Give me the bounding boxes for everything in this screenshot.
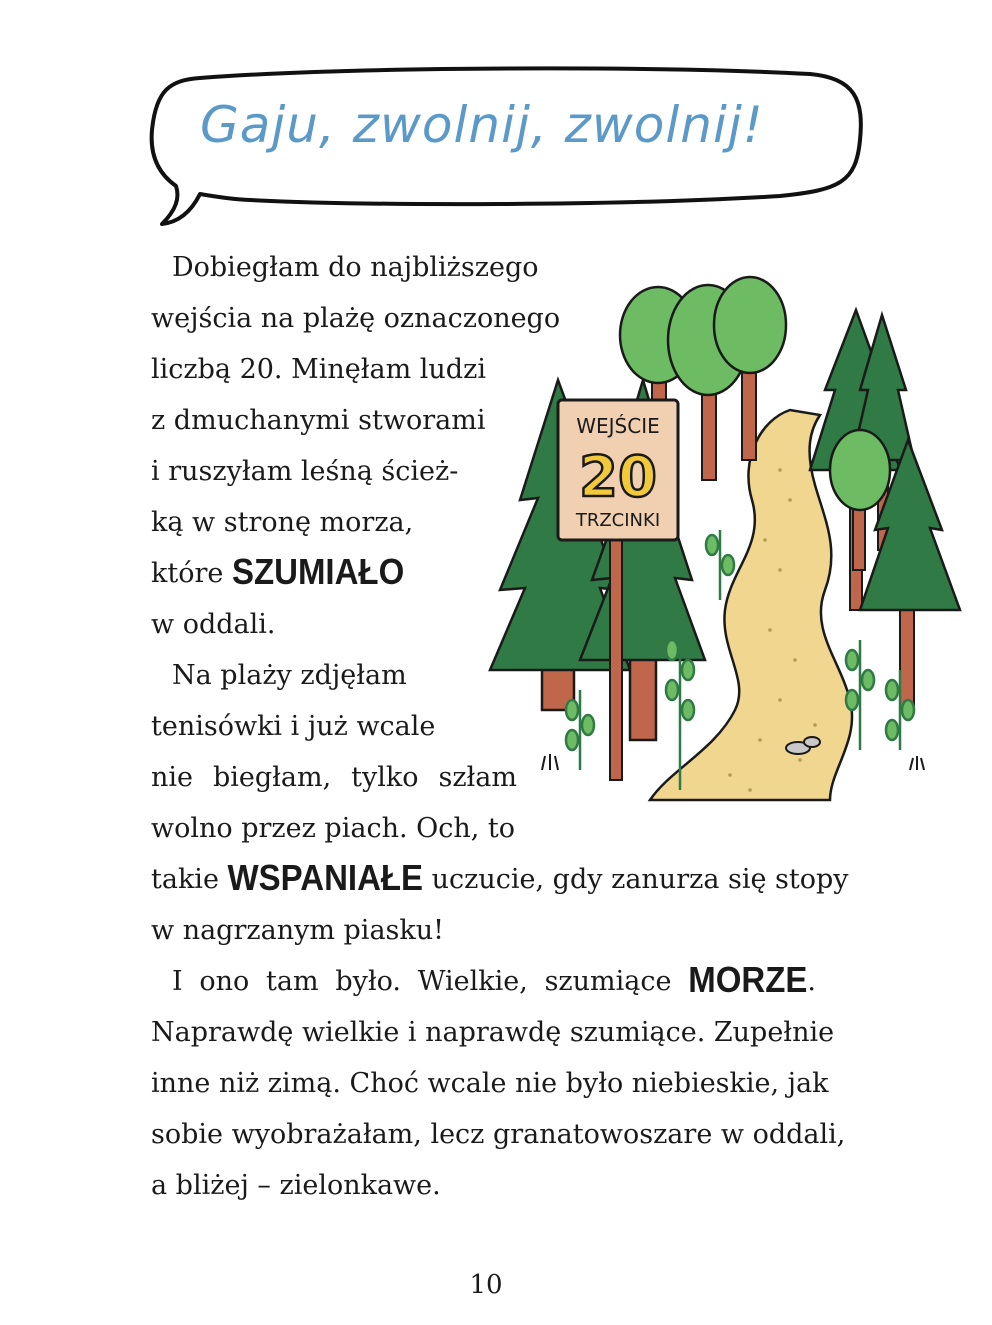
text-line: inne niż zimą. Choć wcale nie było niebieskie, jak: [151, 1068, 829, 1099]
text-line: ką w stronę morza,: [151, 507, 414, 538]
text-line: wejścia na plażę oznaczonego: [151, 303, 561, 334]
sign-line1: WEJŚCIE: [576, 414, 660, 438]
text-run: które: [151, 558, 232, 589]
text-line: nie biegłam, tylko szłam: [151, 762, 517, 793]
text-line: Na plaży zdjęłam: [172, 660, 407, 691]
sign-number: 20: [579, 445, 657, 510]
text-line: sobie wyobrażałam, lecz granatowoszare w oddali,: [151, 1119, 846, 1150]
text-line: wolno przez piach. Och, to: [151, 813, 516, 844]
text-line: Naprawdę wielkie i naprawdę szumiące. Zupełnie: [151, 1017, 835, 1048]
text-line: a bliżej – zielonkawe.: [151, 1170, 441, 1201]
text-line: i ruszyłam leśną ścież-: [151, 456, 459, 487]
forest-path-drawing: [480, 270, 980, 830]
emphasis-word: WSPANIAŁE: [227, 857, 424, 898]
text-line-with-emphasis: [172, 959, 816, 1000]
text-line-with-emphasis: [151, 857, 849, 898]
sign-line2: TRZCINKI: [575, 510, 661, 531]
speech-bubble-text: Gaju, zwolnij, zwolnij!: [200, 96, 764, 154]
text-line: liczbą 20. Minęłam ludzi: [151, 354, 486, 385]
forest-path-illustration: [480, 270, 980, 830]
text-line: w oddali.: [151, 609, 276, 640]
text-line: w nagrzanym piasku!: [151, 915, 444, 946]
text-line-with-emphasis: [151, 551, 405, 592]
emphasis-word: MORZE: [688, 959, 808, 1000]
text-run: uczucie, gdy zanurza się stopy: [423, 864, 849, 895]
text-line: tenisówki i już wcale: [151, 711, 436, 742]
text-run: I ono tam było. Wielkie, szumiące: [172, 966, 689, 997]
page-number: 10: [469, 1270, 503, 1300]
text-run: .: [807, 966, 816, 997]
emphasis-word: SZUMIAŁO: [231, 551, 405, 592]
text-run: takie: [151, 864, 228, 895]
text-line: z dmuchanymi stworami: [151, 405, 486, 436]
text-line: Dobiegłam do najbliższego: [172, 252, 539, 283]
